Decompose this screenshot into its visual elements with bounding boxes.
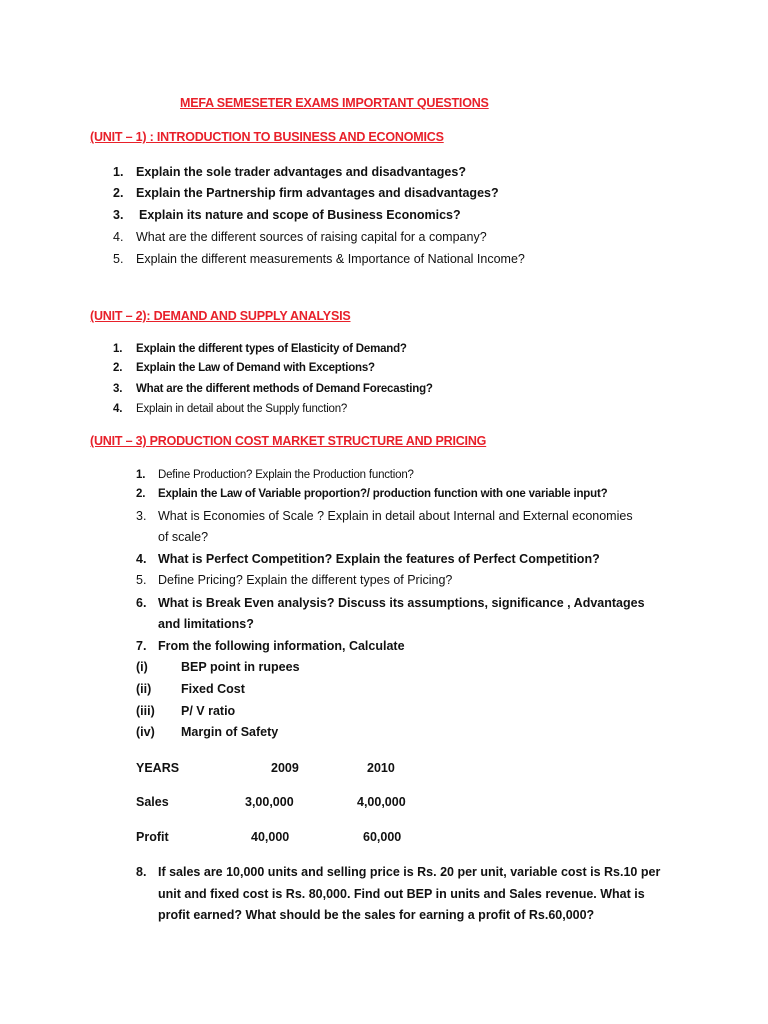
list-item-continuation: of scale? (158, 530, 209, 544)
list-item: Define Pricing? Explain the different types of Pricing? (158, 573, 453, 587)
list-number: 3. (136, 509, 147, 523)
sub-number: (ii) (136, 682, 152, 696)
list-number: 4. (113, 403, 123, 415)
sub-number: (i) (136, 660, 148, 674)
list-number: 4. (136, 552, 147, 566)
sub-item: Margin of Safety (181, 725, 279, 739)
list-item: Explain the Partnership firm advantages and disadvantages? (136, 186, 499, 200)
list-item: Explain its nature and scope of Business Economics? (139, 208, 461, 222)
unit3-heading: (UNIT – 3) PRODUCTION COST MARKET STRUCTURE AND PRICING (90, 434, 487, 448)
list-item: What is Break Even analysis? Discuss its assumptions, significance , Advantages (158, 596, 645, 610)
sub-number: (iii) (136, 704, 155, 718)
list-number: 2. (136, 488, 146, 500)
list-item-continuation: and limitations? (158, 617, 254, 631)
list-item-continuation: unit and fixed cost is Rs. 80,000. Find out BEP in units and Sales revenue. What is (158, 887, 645, 901)
list-item: Explain the sole trader advantages and disadvantages? (136, 165, 466, 179)
list-item: Explain the different measurements & Importance of National Income? (136, 252, 525, 266)
table-header: 2010 (367, 761, 395, 775)
list-number: 2. (113, 186, 124, 200)
sub-item: P/ V ratio (181, 704, 236, 718)
table-cell: Sales (136, 795, 169, 809)
list-number: 6. (136, 596, 147, 610)
unit2-heading: (UNIT – 2): DEMAND AND SUPPLY ANALYSIS (90, 309, 351, 323)
list-number: 3. (113, 383, 123, 395)
list-item: Explain the different types of Elasticity of Demand? (136, 343, 407, 355)
table-header: YEARS (136, 761, 180, 775)
list-item: Explain the Law of Demand with Exceptions? (136, 362, 375, 374)
sub-number: (iv) (136, 725, 155, 739)
unit1-heading: (UNIT – 1) : INTRODUCTION TO BUSINESS AND ECONOMICS (90, 130, 444, 144)
table-cell: 40,000 (251, 830, 290, 844)
list-item-continuation: profit earned? What should be the sales for earning a profit of Rs.60,000? (158, 908, 595, 922)
document-title: MEFA SEMESETER EXAMS IMPORTANT QUESTIONS (180, 96, 489, 110)
list-number: 5. (113, 252, 124, 266)
list-item: What is Perfect Competition? Explain the features of Perfect Competition? (158, 552, 600, 566)
list-number: 2. (113, 362, 123, 374)
list-item: Explain in detail about the Supply function? (136, 403, 348, 415)
table-header: 2009 (271, 761, 299, 775)
table-cell: 3,00,000 (245, 795, 294, 809)
list-item: What is Economies of Scale ? Explain in detail about Internal and External economies (158, 509, 633, 523)
list-item: What are the different sources of raising capital for a company? (136, 230, 487, 244)
list-number: 5. (136, 573, 147, 587)
list-item: Define Production? Explain the Production function? (158, 469, 414, 481)
list-item: Explain the Law of Variable proportion?/ production function with one variable input? (158, 488, 608, 500)
list-number: 8. (136, 865, 147, 879)
sub-item: BEP point in rupees (181, 660, 300, 674)
list-number: 3. (113, 208, 124, 222)
list-number: 1. (136, 469, 146, 481)
list-item: What are the different methods of Demand Forecasting? (136, 383, 433, 395)
list-number: 1. (113, 343, 123, 355)
list-number: 7. (136, 639, 147, 653)
table-cell: 4,00,000 (357, 795, 406, 809)
sub-item: Fixed Cost (181, 682, 245, 696)
list-item: From the following information, Calculate (158, 639, 405, 653)
table-cell: 60,000 (363, 830, 402, 844)
list-number: 4. (113, 230, 124, 244)
list-number: 1. (113, 165, 124, 179)
table-cell: Profit (136, 830, 169, 844)
list-item: If sales are 10,000 units and selling price is Rs. 20 per unit, variable cost is Rs.10 per (158, 865, 661, 879)
